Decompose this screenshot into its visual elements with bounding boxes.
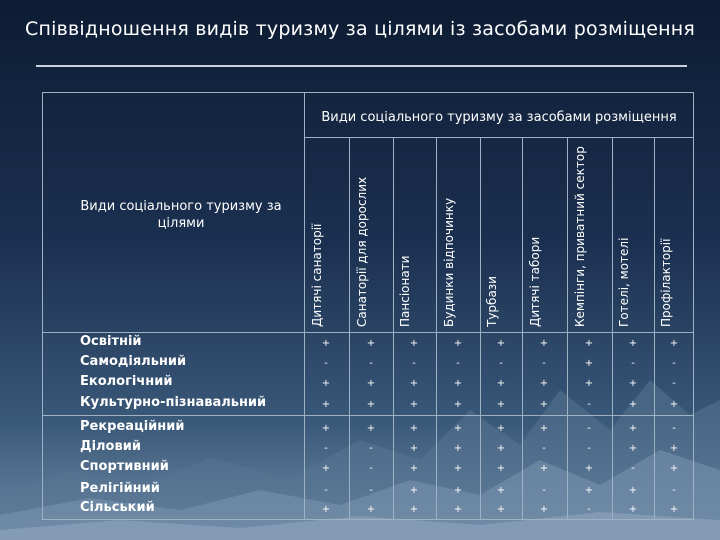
cell-mark: - — [542, 485, 546, 496]
cell-mark: + — [496, 423, 506, 434]
cell-mark: + — [409, 338, 419, 349]
grid-hline — [42, 332, 694, 333]
cell-mark: + — [584, 358, 594, 369]
cell-mark: + — [628, 443, 638, 454]
cell-mark: + — [409, 399, 419, 410]
cell-mark: + — [409, 443, 419, 454]
row-label: Самодіяльний — [80, 354, 187, 369]
page-title: Співвідношення видів туризму за цілями із засобами розміщення — [25, 18, 695, 40]
grid-vline — [393, 137, 394, 520]
cell-mark: + — [496, 443, 506, 454]
cell-mark: + — [453, 485, 463, 496]
cell-mark: + — [539, 399, 549, 410]
row-label: Релігійний — [80, 481, 160, 496]
col-header-boarding-houses: Пансіонати — [398, 255, 412, 327]
cell-mark: + — [628, 378, 638, 389]
col-header-tourist-bases: Турбази — [485, 276, 499, 327]
cell-mark: + — [496, 485, 506, 496]
cell-mark: - — [499, 358, 503, 369]
cell-mark: + — [453, 399, 463, 410]
col-header-prophylactoria: Профілакторії — [659, 238, 673, 327]
row-label: Екологічний — [80, 374, 173, 389]
cell-mark: - — [324, 485, 328, 496]
grid-vline — [480, 137, 481, 520]
grid-vline — [436, 137, 437, 520]
cell-mark: + — [584, 338, 594, 349]
cell-mark: + — [584, 485, 594, 496]
col-header-children-camps: Дитячі табори — [528, 236, 542, 327]
grid-vline — [304, 92, 305, 520]
cell-mark: + — [496, 378, 506, 389]
cell-mark: - — [369, 358, 373, 369]
grid-vline — [522, 137, 523, 520]
grid-vline — [612, 137, 613, 520]
col-header-adult-sanatoria: Санаторії для дорослих — [355, 176, 369, 327]
cell-mark: - — [672, 485, 676, 496]
cell-mark: - — [587, 443, 591, 454]
cell-mark: - — [631, 463, 635, 474]
grid-vline — [349, 137, 350, 520]
cell-mark: + — [669, 463, 679, 474]
cell-mark: + — [539, 504, 549, 515]
cell-mark: + — [496, 504, 506, 515]
col-header-rest-houses: Будинки відпочинку — [442, 197, 456, 327]
cell-mark: + — [539, 423, 549, 434]
cell-mark: - — [672, 358, 676, 369]
cell-mark: + — [669, 443, 679, 454]
cell-mark: + — [453, 443, 463, 454]
cell-mark: - — [587, 399, 591, 410]
col-header-hotels: Готелі, мотелі — [617, 237, 631, 327]
cell-mark: - — [456, 358, 460, 369]
cell-mark: + — [669, 338, 679, 349]
row-label: Сільський — [80, 500, 155, 515]
cell-mark: + — [539, 463, 549, 474]
cell-mark: + — [366, 378, 376, 389]
cell-mark: + — [628, 485, 638, 496]
cell-mark: + — [628, 423, 638, 434]
cell-mark: - — [587, 504, 591, 515]
cell-mark: + — [321, 504, 331, 515]
row-label: Культурно-пізнавальний — [80, 395, 267, 410]
cell-mark: + — [409, 504, 419, 515]
cell-mark: + — [584, 378, 594, 389]
cell-mark: + — [321, 399, 331, 410]
cell-mark: + — [321, 378, 331, 389]
cell-mark: - — [542, 443, 546, 454]
cell-mark: + — [669, 504, 679, 515]
cell-mark: + — [409, 423, 419, 434]
cell-mark: - — [542, 358, 546, 369]
cell-mark: + — [366, 504, 376, 515]
cell-mark: + — [453, 504, 463, 515]
cell-mark: + — [669, 399, 679, 410]
cell-mark: - — [324, 443, 328, 454]
accommodation-group-header: Види соціального туризму за засобами розміщення — [321, 110, 677, 125]
cell-mark: - — [369, 443, 373, 454]
cell-mark: - — [587, 423, 591, 434]
row-label: Рекреаційний — [80, 419, 185, 434]
cell-mark: - — [369, 485, 373, 496]
grid-hline — [42, 415, 694, 416]
cell-mark: + — [409, 463, 419, 474]
cell-mark: + — [366, 399, 376, 410]
cell-mark: + — [453, 463, 463, 474]
cell-mark: + — [628, 338, 638, 349]
cell-mark: + — [628, 504, 638, 515]
cell-mark: - — [412, 358, 416, 369]
cell-mark: + — [366, 423, 376, 434]
cell-mark: - — [324, 358, 328, 369]
title-underline — [36, 65, 687, 67]
cell-mark: + — [321, 338, 331, 349]
cell-mark: + — [584, 463, 594, 474]
cell-mark: - — [369, 463, 373, 474]
cell-mark: - — [672, 378, 676, 389]
row-label: Освітній — [80, 334, 142, 349]
cell-mark: + — [453, 423, 463, 434]
col-header-campings: Кемпінги, приватний сектор — [573, 146, 587, 327]
cell-mark: + — [539, 338, 549, 349]
cell-mark: - — [672, 423, 676, 434]
cell-mark: + — [453, 378, 463, 389]
cell-mark: + — [366, 338, 376, 349]
cell-mark: + — [628, 399, 638, 410]
cell-mark: + — [496, 338, 506, 349]
cell-mark: + — [496, 463, 506, 474]
cell-mark: + — [321, 463, 331, 474]
grid-vline — [567, 137, 568, 520]
row-label: Діловий — [80, 439, 141, 454]
cell-mark: + — [496, 399, 506, 410]
grid-vline — [654, 137, 655, 520]
grid-hline — [304, 137, 694, 138]
cell-mark: + — [321, 423, 331, 434]
corner-header: Види соціального туризму за цілями — [80, 199, 282, 231]
cell-mark: + — [409, 485, 419, 496]
cell-mark: + — [409, 378, 419, 389]
cell-mark: + — [539, 378, 549, 389]
row-label: Спортивний — [80, 459, 169, 474]
col-header-children-sanatoria: Дитячі санаторії — [310, 223, 324, 327]
cell-mark: + — [453, 338, 463, 349]
cell-mark: - — [631, 358, 635, 369]
